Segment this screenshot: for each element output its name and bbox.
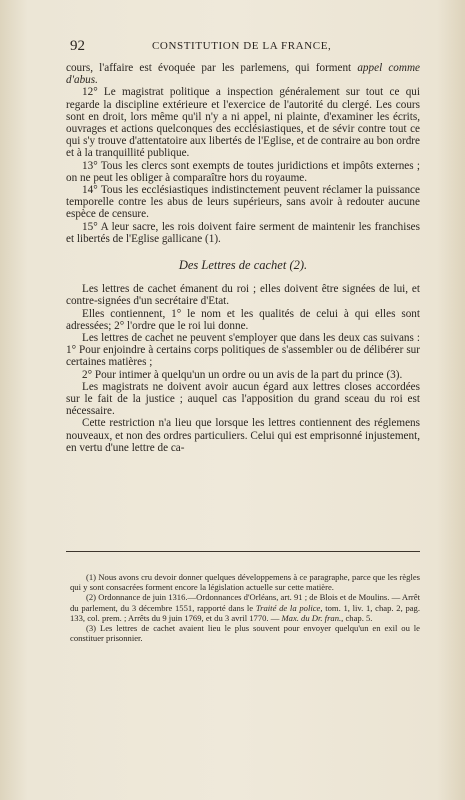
paragraph: Cette restriction n'a lieu que lorsque les lettres contiennent des réglemens nouveaux, et non des ordres particuliers. Celui qui est emprisonné injustement, en vertu d'une lettre de ca- bbox=[66, 417, 420, 454]
section-heading: Des Lettres de cachet (2). bbox=[178, 258, 308, 273]
paragraph: 2° Pour intimer à quelqu'un un ordre ou un avis de la part du prince (3). bbox=[82, 368, 403, 381]
paragraph: Les lettres de cachet émanent du roi ; elles doivent être signées de lui, et contre-signées d'un secrétaire d'Etat. bbox=[66, 283, 420, 308]
paragraph: Les magistrats ne doivent avoir aucun égard aux lettres closes accordées sur le fait de la justice ; auquel cas l'apposition du grand sceau du roi est nécessaire. bbox=[66, 380, 420, 418]
main-text bbox=[66, 62, 420, 454]
paragraph-continuation bbox=[66, 62, 420, 86]
footnote-2-italic-2: Max. du Dr. fran. bbox=[281, 612, 342, 623]
footnote-divider bbox=[66, 551, 420, 552]
footnote-3: (3) Les lettres de cachet avaient lieu le plus souvent pour envoyer quelqu'un en exil ou le constituer prisonnier. bbox=[70, 623, 420, 644]
footnote-2 bbox=[70, 592, 420, 623]
page-header bbox=[70, 38, 421, 54]
article-15: 15° A leur sacre, les rois doivent faire serment de maintenir les franchises et libertés de l'Eglise gallicane (1). bbox=[66, 220, 420, 245]
footnote-1: (1) Nous avons cru devoir donner quelques développemens à ce paragraphe, parce que les règles qui y sont consacrées forment encore la législation actuelle sur cette matière. bbox=[70, 572, 420, 593]
paragraph: Les lettres de cachet ne peuvent s'employer que dans les deux cas suivans : 1° Pour enjoindre à certains corps politiques de s'assembler ou de délibérer sur certaines matières ; bbox=[66, 332, 420, 369]
article-12: 12° Le magistrat politique a inspection généralement sur tout ce qui regarde la discipline extérieure et l'exercice de l'autorité du clergé. Les cours sont en droit, lors même qu'il n'y a ni appel, ni plainte, d'examiner les écrits, ouvrages et actions quelconques des ecclésiastiques, et de sévir contre tout ce qui s'y trouve d'attentatoire aux libertés de l'Eglise, et de contraire au bon ordre et à la tranquillité publique. bbox=[66, 86, 420, 160]
footnote-2-italic-1: Traité de la police bbox=[255, 602, 321, 613]
italic-term: appel comme d'abus. bbox=[66, 62, 421, 87]
page-number: 92 bbox=[70, 38, 85, 54]
article-14: 14° Tous les ecclésiastiques indistinctement peuvent réclamer la puissance temporelle contre les abus de leurs supérieurs, sans avoir à redouter aucune espèce de censure. bbox=[66, 184, 420, 221]
footnote-2-part-b: , tom. 1, liv. 1, chap. 2, pag. 133, col. prem. ; Arrêts du 9 juin 1769, et du 3 avril 1770. — bbox=[70, 602, 420, 623]
continuation-text: cours, l'affaire est évoquée par les parlemens, qui forment bbox=[66, 62, 352, 74]
running-title: CONSTITUTION DE LA FRANCE, bbox=[152, 40, 332, 52]
footnotes bbox=[70, 572, 420, 643]
paragraph: Elles contiennent, 1° le nom et les qualités de celui à qui elles sont adressées; 2° l'ordre que le roi lui donne. bbox=[66, 307, 420, 332]
article-13: 13° Tous les clercs sont exempts de toutes juridictions et impôts externes ; on ne peut les obliger à comparaître hors du royaume. bbox=[66, 159, 420, 184]
footnote-2-part-a: (2) Ordonnance de juin 1316.—Ordonnances d'Orléans, art. 91 ; de Blois et de Moulins. — Arrêt du parlement, du 3 décembre 1551, rapporté dans le bbox=[70, 592, 420, 613]
footnote-2-part-c: , chap. 5. bbox=[341, 612, 373, 623]
